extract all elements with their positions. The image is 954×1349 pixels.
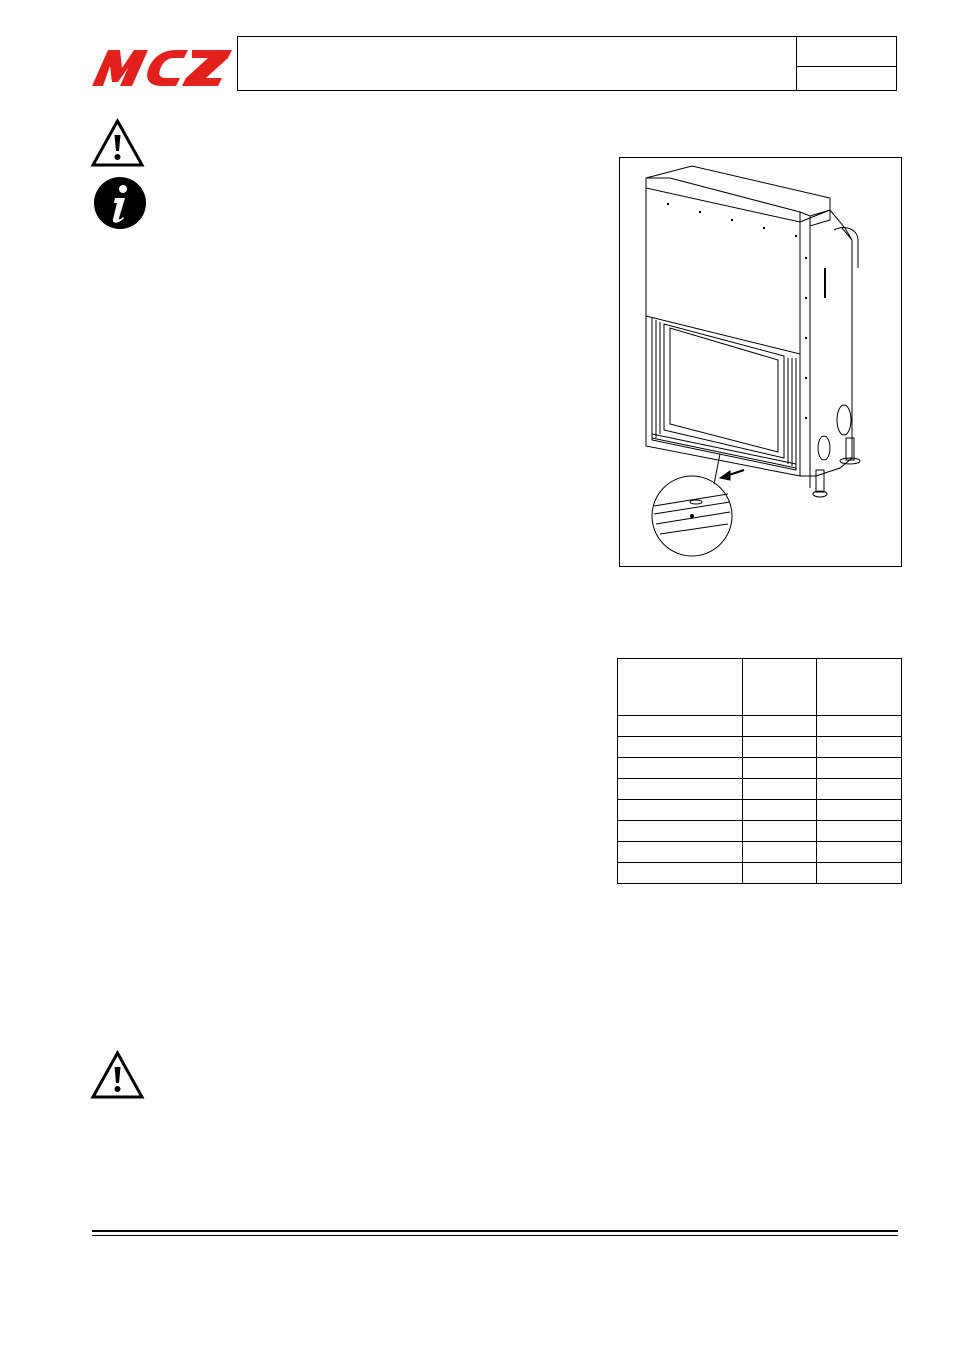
table-header-cell bbox=[817, 659, 902, 716]
table-cell bbox=[743, 779, 817, 800]
fireplace-illustration bbox=[620, 158, 901, 566]
table-row bbox=[618, 716, 902, 737]
footer-rule bbox=[92, 1230, 898, 1232]
table-cell bbox=[817, 842, 902, 863]
warning-icon bbox=[90, 1050, 145, 1100]
table-cell bbox=[618, 779, 743, 800]
table-row bbox=[618, 800, 902, 821]
mcz-logo bbox=[92, 44, 234, 88]
table-cell bbox=[618, 842, 743, 863]
table-cell bbox=[817, 758, 902, 779]
table-row bbox=[618, 779, 902, 800]
table-cell bbox=[817, 716, 902, 737]
table-cell bbox=[743, 842, 817, 863]
warning-icon bbox=[90, 118, 145, 168]
header-divider bbox=[796, 36, 797, 91]
table-cell bbox=[618, 863, 743, 884]
table-cell bbox=[618, 737, 743, 758]
table-row bbox=[618, 821, 902, 842]
table-cell bbox=[618, 821, 743, 842]
table-row bbox=[618, 842, 902, 863]
table-cell bbox=[743, 737, 817, 758]
table-cell bbox=[743, 821, 817, 842]
footer-rule-thin bbox=[92, 1235, 898, 1236]
spec-table-header bbox=[618, 659, 902, 716]
table-cell bbox=[817, 800, 902, 821]
table-row bbox=[618, 863, 902, 884]
table-row bbox=[618, 737, 902, 758]
table-header-cell bbox=[618, 659, 743, 716]
spec-table bbox=[617, 658, 902, 884]
header-title-box bbox=[237, 36, 897, 91]
info-icon bbox=[93, 176, 147, 230]
table-cell bbox=[817, 863, 902, 884]
table-cell bbox=[743, 758, 817, 779]
header-code-divider bbox=[796, 66, 897, 67]
table-cell bbox=[618, 800, 743, 821]
table-cell bbox=[618, 716, 743, 737]
table-row bbox=[618, 758, 902, 779]
table-cell bbox=[743, 863, 817, 884]
table-header-cell bbox=[743, 659, 817, 716]
table-cell bbox=[817, 737, 902, 758]
table-cell bbox=[743, 800, 817, 821]
table-cell bbox=[817, 821, 902, 842]
table-cell bbox=[743, 716, 817, 737]
table-cell bbox=[817, 779, 902, 800]
table-cell bbox=[618, 758, 743, 779]
